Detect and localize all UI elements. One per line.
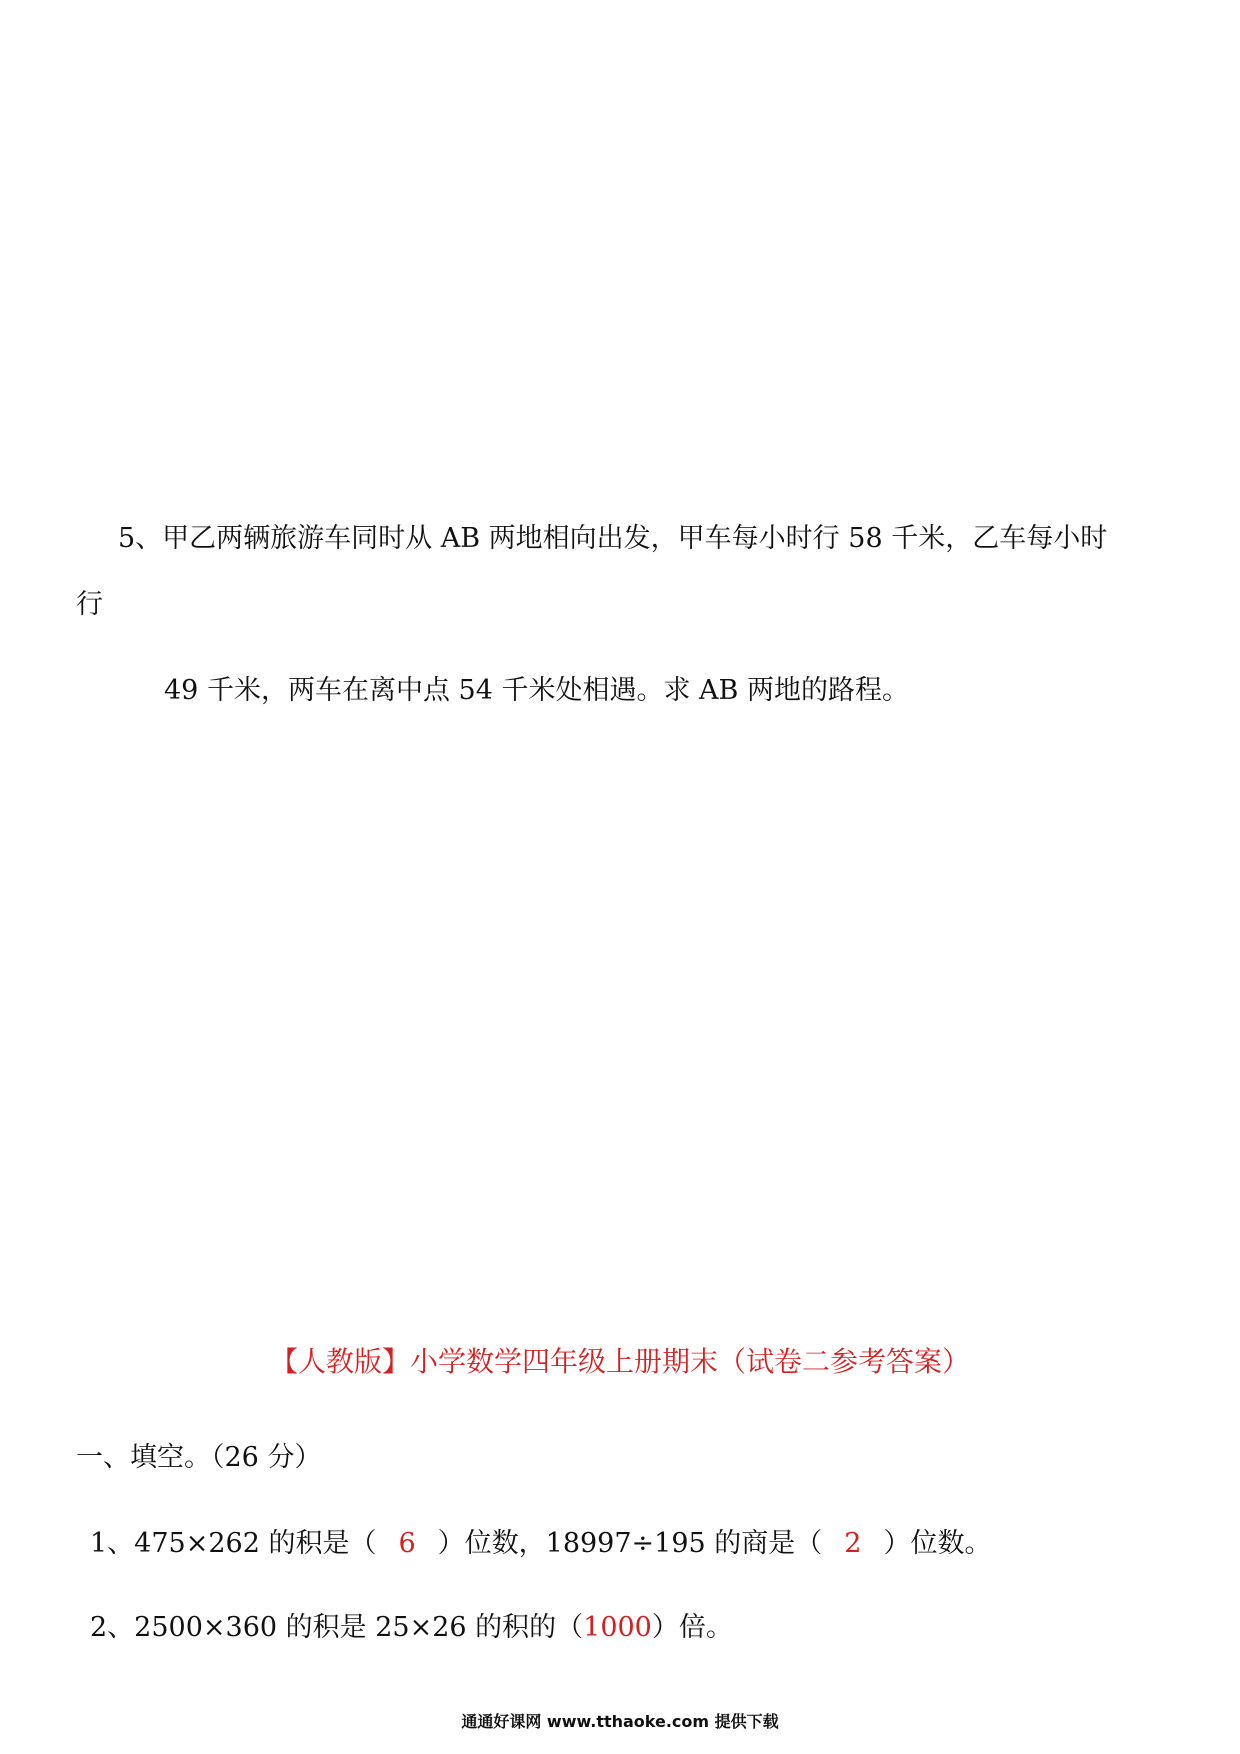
section-one-heading: 一、填空。（26 分） <box>76 1442 322 1473</box>
question-5-line-1: 5、甲乙两辆旅游车同时从 AB 两地相向出发，甲车每小时行 58 千米，乙车每小时 <box>118 523 1108 554</box>
fill-item-1-answer-b: 2 <box>844 1528 862 1559</box>
question-5-line-3: 49 千米，两车在离中点 54 千米处相遇。求 AB 两地的路程。 <box>164 675 909 706</box>
fill-item-2-text-b: ）倍。 <box>651 1612 733 1643</box>
fill-item-1-text-c: ）位数。 <box>883 1528 992 1559</box>
page-footer: 通通好课网 www.tthaoke.com 提供下载 <box>461 1712 779 1731</box>
question-5-line-2: 行 <box>76 589 103 620</box>
fill-item-1 <box>90 1527 991 1561</box>
fill-item-1-answer-a: 6 <box>398 1528 416 1559</box>
fill-item-1-text-a: 1、475×262 的积是（ <box>90 1528 377 1559</box>
fill-item-2-answer-a: 1000 <box>583 1612 652 1643</box>
fill-item-2-text-a: 2、2500×360 的积是 25×26 的积的（ <box>90 1612 584 1643</box>
fill-item-1-text-b: ）位数，18997÷195 的商是（ <box>437 1528 823 1559</box>
fill-item-2 <box>90 1611 733 1645</box>
answer-key-title: 【人教版】小学数学四年级上册期末（试卷二参考答案） <box>269 1345 970 1378</box>
